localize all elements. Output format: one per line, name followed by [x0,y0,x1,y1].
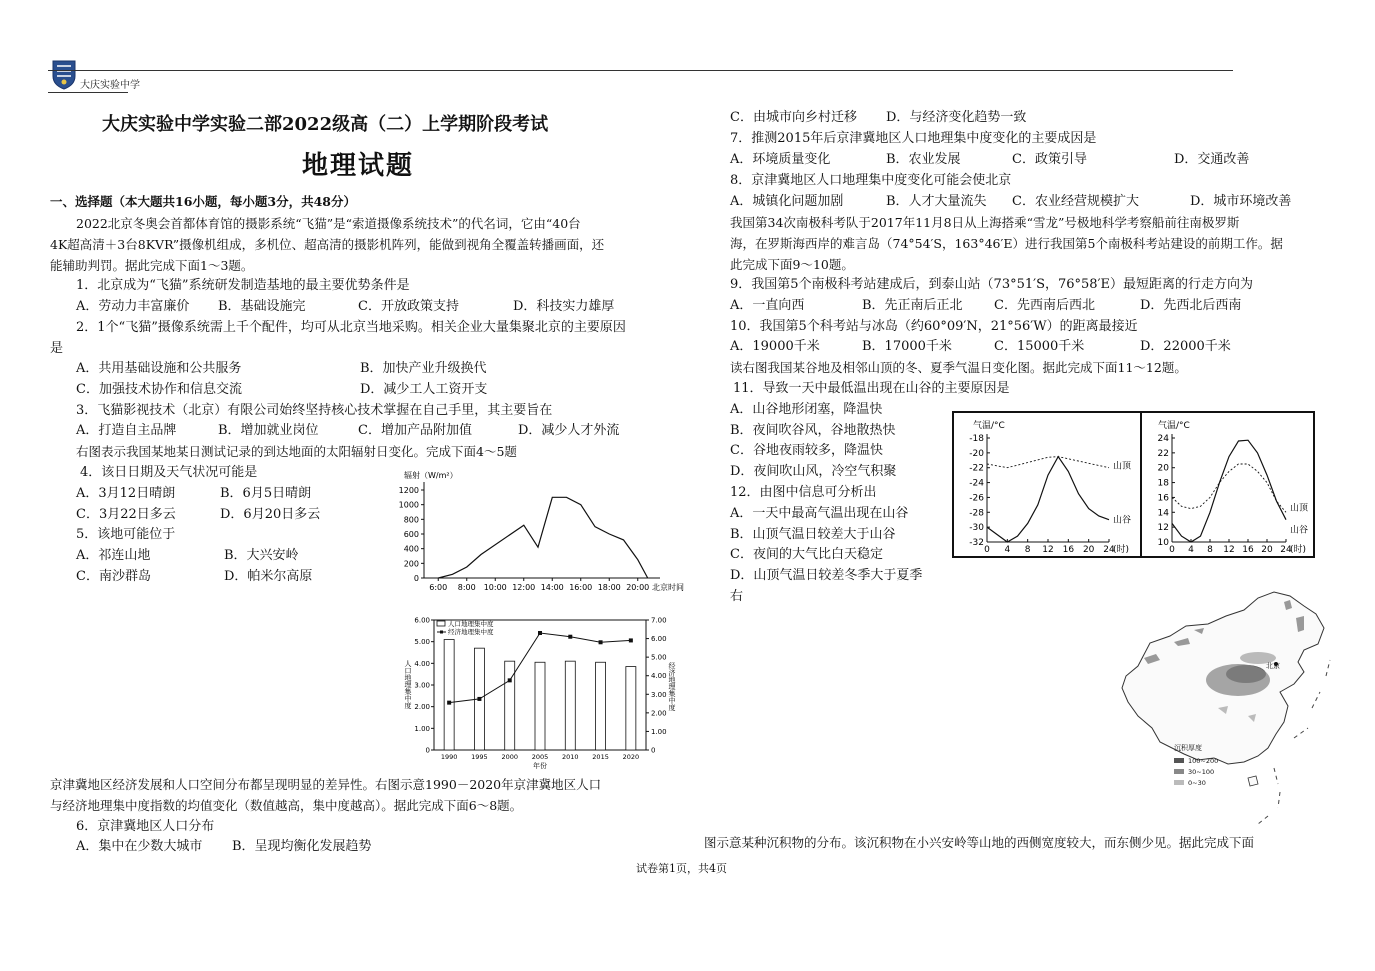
q7-option-c: C．政策引导 [1012,152,1087,167]
left-tick-label: 1.00 [414,724,430,733]
q9-option-b: B．先正南后正北 [862,298,963,313]
q10-option-d: D．22000千米 [1140,339,1231,354]
q1-option-a: A．劳动力丰富廉价 [76,299,190,314]
q8-option-c: C．农业经营规模扩大 [1012,194,1139,209]
legend-label-3: 0~30 [1188,779,1206,787]
q12-option-c: C．夜间的大气比白天稳定 [730,547,883,562]
legend-swatch-2 [1174,769,1184,774]
economy-point [447,701,451,705]
y-tick-label: -18 [969,434,984,444]
q3-option-a: A．打造自主品牌 [76,423,177,438]
x-tick-label: 2020 [622,753,640,761]
x-tick-label: 8 [1024,545,1031,555]
y-axis-label: 辐射（W/m²） [404,471,458,480]
x-tick-label: 12 [1223,545,1235,555]
y-tick-label: 16 [1157,493,1169,504]
summit-line [987,457,1109,468]
y-tick-label: 20 [1157,463,1169,474]
x-tick-label: 20 [1082,545,1095,555]
q12-option-d-cont: 右 [730,589,744,604]
population-bar [565,661,575,750]
q11-option-a: A．山谷地形闭塞，降温快 [730,402,883,417]
question-9: 9．我国第5个南极科考站建成后，到泰山站（73°51′S，76°58′E）最短距离的行走方向为 [730,277,1254,292]
y-axis-label: 气温/°C [973,421,1005,431]
y-tick-label: 22 [1157,448,1169,459]
left-axis-label: 人口地理集中度 [404,660,412,709]
left-tick-label: 6.00 [414,616,430,625]
series-label: 山谷 [1113,515,1132,526]
radiation-line [438,497,647,578]
question-7: 7．推测2015年后京津冀地区人口地理集中度变化的主要成因是 [730,131,1097,146]
x-tick-label: 1995 [471,753,488,761]
question-2-line2: 是 [50,341,64,356]
section-heading: 一、选择题（本大题共16小题，每小题3分，共48分） [50,194,356,209]
question-3: 3．飞猫影视技术（北京）有限公司始终坚持核心技术掌握在自己手里，其主要旨在 [76,403,553,418]
y-tick-label: 0 [413,574,419,583]
x-tick-label: 1990 [440,753,458,761]
y-tick-label: 400 [403,544,419,554]
y-tick-label: -26 [969,493,984,504]
q3-option-b: B．增加就业岗位 [218,423,319,438]
x-tick-label: 0 [1169,545,1175,555]
q4-option-c: C．3月22日多云 [76,507,176,522]
intro-3-line1: 京津冀地区经济发展和人口空间分布都呈现明显的差异性。右图示意1990－2020年京津冀地区人口 [50,777,602,792]
series-label: 山顶 [1113,461,1132,472]
valley-line [987,457,1109,542]
x-tick-label: 14:00 [540,583,564,592]
q9-option-c: C．先西南后西北 [994,298,1095,313]
left-tick-label: 4.00 [414,659,430,668]
y-tick-label: 18 [1157,478,1169,489]
radiation-chart [390,468,684,593]
question-10: 10．我国第5个科考站与冰岛（约60°09′N，21°56′W）的距离最接近 [730,319,1138,334]
x-tick-label: 24 [1280,545,1292,555]
population-bar [596,662,606,750]
left-tick-label: 3.00 [414,681,430,690]
x-tick-label: 0 [984,545,990,555]
question-8: 8．京津冀地区人口地理集中度变化可能会使北京 [730,173,1012,188]
x-tick-label: 8:00 [457,583,476,592]
y-tick-label: 600 [403,530,419,539]
valley-line [1172,440,1286,542]
x-tick-label: 2010 [562,753,579,761]
intro-4-line2: 海，在罗斯海西岸的难言岛（74°54′S，163°46′E）进行我国第5个南极科考站建设的前期工作。据 [730,236,1283,251]
y-tick-label: -30 [969,523,984,534]
q10-option-a: A．19000千米 [730,339,820,354]
legend-swatch-1 [1174,758,1184,763]
legend-bar-label: 人口地理集中度 [448,620,494,628]
intro-1-line1: 2022北京冬奥会首都体育馆的摄影系统“飞猫”是“索道摄像系统技术”的代名词，它由“40台 [76,216,581,231]
intro-6: 图示意某种沉积物的分布。该沉积物在小兴安岭等山地的西侧宽度较大，而东侧少见。据此完成下面 [704,835,1255,850]
left-tick-label: 0 [425,746,430,755]
exam-title: 大庆实验中学实验二部2022级高（二）上学期阶段考试 [102,114,549,135]
x-axis-label: 北京时间 [652,583,684,592]
x-tick-label: 16 [1062,545,1075,555]
left-tick-label: 5.00 [414,638,430,647]
x-tick-label: 6:00 [429,583,448,592]
right-tick-label: 6.00 [651,635,667,644]
q2-option-d: D．减少工人工资开支 [360,382,488,397]
right-tick-label: 0 [651,746,656,755]
q9-option-d: D．先西北后西南 [1140,298,1242,313]
economy-point [629,638,633,642]
legend-swatch-3 [1174,780,1184,785]
loess-mid-area [1206,664,1270,696]
question-1: 1．北京成为“飞猫”系统研发制造基地的最主要优势条件是 [76,278,410,293]
y-tick-label: 200 [403,559,419,569]
q7-option-d: D．交通改善 [1174,152,1250,167]
sediment-map [1098,588,1338,828]
legend-line-label: 经济地理集中度 [448,628,494,636]
hainan-island [1248,776,1258,786]
question-2-line1: 2．1个“飞猫”摄像系统需上千个配件，均可从北京当地采购。相关企业大量集聚北京的主要原因 [76,320,626,335]
x-tick-label: 2015 [592,753,609,761]
legend-title: 沉积厚度 [1174,744,1202,752]
q12-option-d: D．山顶气温日较差冬季大于夏季 [730,568,923,583]
y-tick-label: -28 [969,508,984,519]
q11-option-c: C．谷地夜雨较多，降温快 [730,443,883,458]
x-tick-label: 18:00 [597,583,621,592]
subject-title: 地理试题 [302,151,415,181]
x-tick-label: 4 [1188,545,1194,555]
q2-option-c: C．加强技术协作和信息交流 [76,382,242,397]
map-label-beijing: 北京 [1266,662,1280,670]
question-11: 11．导致一天中最低温出现在山谷的主要原因是 [733,381,1010,396]
summer-temperature-chart [1142,412,1314,557]
q3-option-c: C．增加产品附加值 [358,423,472,438]
x-tick-label: 16:00 [569,583,593,592]
q5-option-c: C．南沙群岛 [76,569,151,584]
question-5: 5．该地可能位于 [76,527,176,542]
q10-option-c: C．15000千米 [994,339,1085,354]
q8-option-b: B．人才大量流失 [886,194,987,209]
q4-option-d: D．6月20日多云 [220,507,321,522]
x-axis-label: (时) [1113,545,1130,555]
q3-option-d: D．减少人才外流 [518,423,620,438]
series-label: 山顶 [1290,503,1309,514]
intro-1-line2: 4K超高清＋3台8KVR”摄像机组成，多机位、超高清的摄影机阵列，能做到视角全覆盖转播画面，还 [50,237,605,252]
series-label: 山谷 [1290,525,1309,536]
economy-point [508,678,512,682]
q1-option-d: D．科技实力雄厚 [513,299,615,314]
q9-option-a: A．一直向西 [730,298,805,313]
q6-option-c: C．由城市向乡村迁移 [730,110,857,125]
economy-point [538,631,542,635]
y-tick-label: 24 [1157,434,1169,444]
header-rule [48,70,1233,71]
x-tick-label: 12 [1042,545,1054,555]
y-axis-label: 气温/°C [1158,421,1190,431]
y-tick-label: -22 [969,463,984,474]
q2-option-a: A．共用基础设施和公共服务 [76,361,242,376]
y-tick-label: 12 [1157,523,1169,534]
right-tick-label: 4.00 [651,672,667,681]
y-tick-label: 14 [1157,508,1169,519]
right-tick-label: 1.00 [651,727,667,736]
winter-temperature-chart [954,412,1140,557]
intro-2: 右图表示我国某地某日测试记录的到达地面的太阳辐射日变化。完成下面4～5题 [76,444,517,459]
x-tick-label: 16 [1242,545,1254,555]
right-tick-label: 7.00 [651,616,667,625]
school-name: 大庆实验中学 [80,80,140,91]
q6-option-d: D．与经济变化趋势一致 [886,110,1027,125]
y-tick-label: 800 [403,515,419,525]
summit-line [1172,464,1286,512]
right-tick-label: 5.00 [651,653,667,662]
q1-option-c: C．开放政策支持 [358,299,459,314]
question-12: 12．由图中信息可分析出 [730,485,877,500]
q11-option-b: B．夜间吹谷风，谷地散热快 [730,423,896,438]
q7-option-b: B．农业发展 [886,152,961,167]
school-logo [50,58,78,90]
q5-option-b: B．大兴安岭 [224,548,299,563]
right-tick-label: 3.00 [651,690,667,699]
q12-option-b: B．山顶气温日较差大于山谷 [730,527,896,542]
right-axis-label: 经济地理集中度 [668,662,676,711]
intro-4-line1: 我国第34次南极科考队于2017年11月8日从上海搭乘“雪龙”号极地科学考察船前往南极罗斯 [730,215,1240,230]
q8-option-d: D．城市环境改善 [1190,194,1292,209]
x-tick-label: 2005 [531,753,549,761]
q12-option-a: A．一天中最高气温出现在山谷 [730,506,909,521]
question-4: 4．该日日期及天气状况可能是 [80,465,258,480]
school-crest-icon [50,58,78,90]
x-tick-label: 24 [1103,545,1115,555]
legend-label-1: 100~200 [1188,757,1219,765]
y-tick-label: 1200 [398,486,419,495]
q6-option-b: B．呈现均衡化发展趋势 [232,839,372,854]
economy-point [477,697,481,701]
jjj-concentration-chart [400,612,680,770]
x-tick-label: 8 [1207,545,1213,555]
intro-1-line3: 能辅助判罚。据此完成下面1～3题。 [50,258,254,273]
q6-option-a: A．集中在少数大城市 [76,839,203,854]
y-tick-label: 1000 [398,500,419,510]
question-6: 6．京津冀地区人口分布 [76,819,215,834]
q8-option-a: A．城镇化问题加剧 [730,194,844,209]
q1-option-b: B．基础设施完 [218,299,306,314]
y-tick-label: 10 [1157,538,1169,548]
legend-label-2: 30~100 [1188,768,1215,776]
intro-3-line2: 与经济地理集中度指数的均值变化（数值越高，集中度越高）。据此完成下面6～8题。 [50,798,523,813]
q2-option-b: B．加快产业升级换代 [360,361,487,376]
y-tick-label: -20 [969,448,984,459]
x-axis-label: (时) [1290,545,1307,555]
legend-line-marker [440,631,443,634]
y-tick-label: -32 [969,538,984,548]
population-bar [535,662,545,750]
legend-bar-swatch [437,621,445,626]
header-rule-short [48,92,128,93]
x-axis-label: 年份 [533,762,547,770]
x-tick-label: 12:00 [512,583,536,592]
x-tick-label: 10:00 [483,583,507,592]
q5-option-d: D．帕米尔高原 [224,569,313,584]
q10-option-b: B．17000千米 [862,339,952,354]
economy-point [568,635,572,639]
right-tick-label: 2.00 [651,709,667,718]
x-tick-label: 2000 [501,753,518,761]
intro-5: 读右图我国某谷地及相邻山顶的冬、夏季气温日变化图。据此完成下面11～12题。 [730,360,1187,375]
q11-option-d: D．夜间吹山风，冷空气积聚 [730,464,897,479]
q5-option-a: A．祁连山地 [76,548,151,563]
intro-4-line3: 此完成下面9～10题。 [730,257,854,272]
x-tick-label: 20:00 [626,583,650,592]
population-bar [626,667,636,750]
y-tick-label: -24 [969,478,984,489]
q4-option-a: A．3月12日晴朗 [76,486,176,501]
x-tick-label: 4 [1004,545,1011,555]
q7-option-a: A．环境质量变化 [730,152,831,167]
x-tick-label: 20 [1261,545,1273,555]
economy-point [599,640,603,644]
left-tick-label: 2.00 [414,703,430,712]
page-footer: 试卷第1页，共4页 [636,862,727,875]
q4-option-b: B．6月5日晴朗 [220,486,312,501]
population-bar [444,640,454,751]
